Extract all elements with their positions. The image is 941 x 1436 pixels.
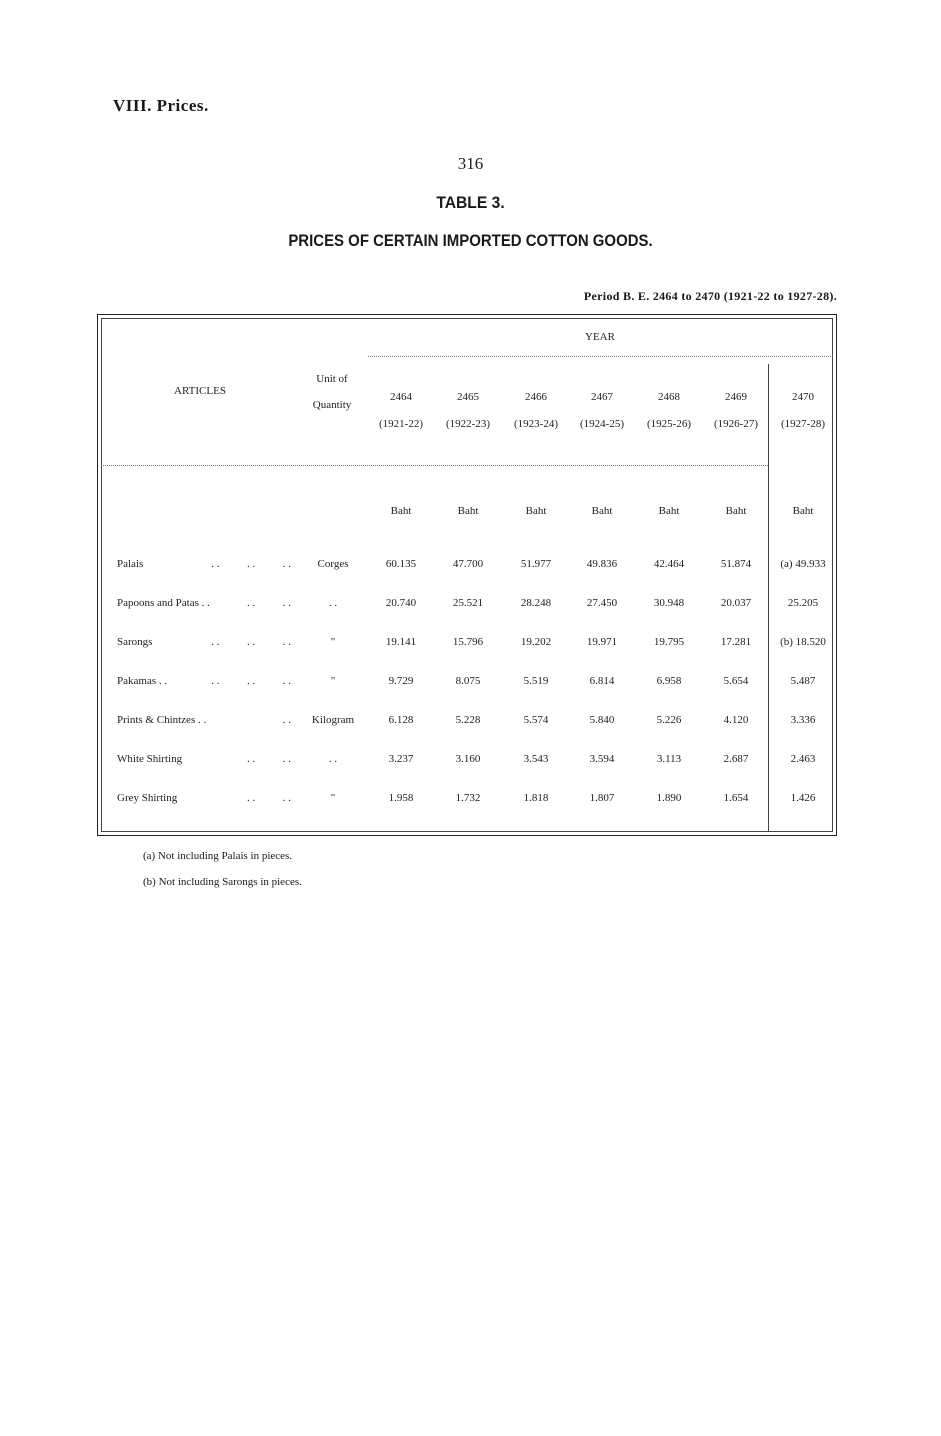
price-value: 20.740 — [385, 597, 417, 609]
article-name: Grey Shirting — [117, 792, 178, 804]
table-title: PRICES OF CERTAIN IMPORTED COTTON GOODS. — [288, 231, 653, 250]
year-ad-6: (1927-28) — [781, 418, 825, 430]
leader-dots: . . . . . . — [211, 558, 291, 570]
price-value: 2.687 — [723, 753, 749, 765]
year-ad-5: (1926-27) — [714, 418, 758, 430]
period-line: Period B. E. 2464 to 2470 (1921-22 to 1927-28). — [583, 289, 837, 303]
price-value: 25.521 — [452, 597, 484, 609]
year-ad-2: (1923-24) — [514, 418, 558, 430]
year-be-0: 2464 — [390, 391, 412, 403]
price-value: 5.574 — [523, 714, 549, 726]
price-value: 3.594 — [589, 753, 615, 765]
currency-label-6: Baht — [792, 505, 814, 517]
price-value: 6.958 — [656, 675, 682, 687]
price-value: 15.796 — [452, 636, 484, 648]
article-name: Palais — [117, 558, 144, 570]
article-name: Sarongs — [117, 636, 153, 648]
leader-dots: . . . . — [247, 753, 291, 765]
footnote-a: (a) Not including Palais in pieces. — [143, 850, 293, 862]
year-header-rule — [368, 356, 833, 357]
leader-dots: . . . . . . — [211, 636, 291, 648]
leader-dots: . . — [282, 714, 291, 726]
price-value: 1.654 — [723, 792, 749, 804]
currency-label-3: Baht — [591, 505, 613, 517]
year-be-6: 2470 — [792, 391, 814, 403]
article-name: White Shirting — [117, 753, 183, 765]
unit-of-quantity: " — [330, 792, 336, 804]
currency-label-5: Baht — [725, 505, 747, 517]
article-name: Pakamas . . — [117, 675, 168, 687]
year-header: YEAR — [585, 331, 615, 343]
year-be-3: 2467 — [591, 391, 613, 403]
price-value: 5.519 — [523, 675, 549, 687]
articles-header: ARTICLES — [174, 385, 226, 397]
leader-dots: . . . . — [247, 597, 291, 609]
section-heading: VIII. Prices. — [113, 96, 209, 115]
price-value: 60.135 — [385, 558, 417, 570]
price-value: 51.874 — [720, 558, 752, 570]
year-be-4: 2468 — [658, 391, 680, 403]
price-value: 27.450 — [586, 597, 618, 609]
year-ad-0: (1921-22) — [379, 418, 423, 430]
currency-label-0: Baht — [390, 505, 412, 517]
unit-of-quantity: " — [330, 636, 336, 648]
price-value: 19.795 — [653, 636, 685, 648]
price-value: 4.120 — [723, 714, 749, 726]
leader-dots: . . . . . . — [211, 675, 291, 687]
unit-of-quantity: . . — [328, 753, 338, 765]
header-bottom-rule — [101, 465, 768, 466]
price-value: 1.818 — [523, 792, 549, 804]
price-value: 42.464 — [653, 558, 685, 570]
article-name: Papoons and Patas . . — [117, 597, 210, 609]
year-be-2: 2466 — [525, 391, 547, 403]
unit-of-quantity: " — [330, 675, 336, 687]
year-ad-3: (1924-25) — [580, 418, 624, 430]
price-value: 47.700 — [452, 558, 484, 570]
year-ad-4: (1925-26) — [647, 418, 691, 430]
currency-label-2: Baht — [525, 505, 547, 517]
year-be-1: 2465 — [457, 391, 479, 403]
price-value: 1.426 — [790, 792, 816, 804]
price-value: 1.958 — [388, 792, 414, 804]
price-value: (b) 18.520 — [780, 636, 826, 648]
price-value: 28.248 — [520, 597, 552, 609]
price-value: 5.226 — [656, 714, 682, 726]
price-value: 19.141 — [385, 636, 417, 648]
price-value: 5.654 — [723, 675, 749, 687]
price-value: 30.948 — [653, 597, 685, 609]
unit-of-quantity: Corges — [317, 558, 349, 570]
price-value: 19.971 — [586, 636, 618, 648]
price-value: 51.977 — [520, 558, 552, 570]
price-value: 3.336 — [790, 714, 816, 726]
price-value: 3.543 — [523, 753, 549, 765]
unit-of-quantity: Kilogram — [311, 714, 355, 726]
unit-header-line2: Quantity — [312, 399, 352, 411]
price-value: 49.836 — [586, 558, 618, 570]
price-value: 17.281 — [720, 636, 752, 648]
leader-dots: . . . . — [247, 792, 291, 804]
price-value: 5.228 — [455, 714, 481, 726]
footnote-b: (b) Not including Sarongs in pieces. — [143, 876, 302, 888]
year-ad-1: (1922-23) — [446, 418, 490, 430]
price-value: 6.128 — [388, 714, 414, 726]
article-name: Prints & Chintzes . . — [117, 714, 207, 726]
unit-of-quantity: . . — [328, 597, 338, 609]
price-value: 3.160 — [455, 753, 481, 765]
price-value: 9.729 — [388, 675, 414, 687]
price-value: 1.732 — [455, 792, 481, 804]
currency-label-4: Baht — [658, 505, 680, 517]
price-value: (a) 49.933 — [780, 558, 826, 570]
price-value: 3.237 — [388, 753, 414, 765]
price-value: 1.807 — [589, 792, 615, 804]
price-value: 5.487 — [790, 675, 816, 687]
year-be-5: 2469 — [725, 391, 747, 403]
price-value: 2.463 — [790, 753, 816, 765]
page-number: 316 — [457, 154, 484, 173]
price-value: 19.202 — [520, 636, 552, 648]
price-value: 1.890 — [656, 792, 682, 804]
table-number: TABLE 3. — [436, 193, 505, 212]
unit-header-line1: Unit of — [316, 373, 348, 385]
price-value: 6.814 — [589, 675, 615, 687]
price-value: 20.037 — [720, 597, 752, 609]
price-value: 3.113 — [656, 753, 682, 765]
price-value: 25.205 — [787, 597, 819, 609]
price-value: 5.840 — [589, 714, 615, 726]
currency-label-1: Baht — [457, 505, 479, 517]
price-value: 8.075 — [455, 675, 481, 687]
